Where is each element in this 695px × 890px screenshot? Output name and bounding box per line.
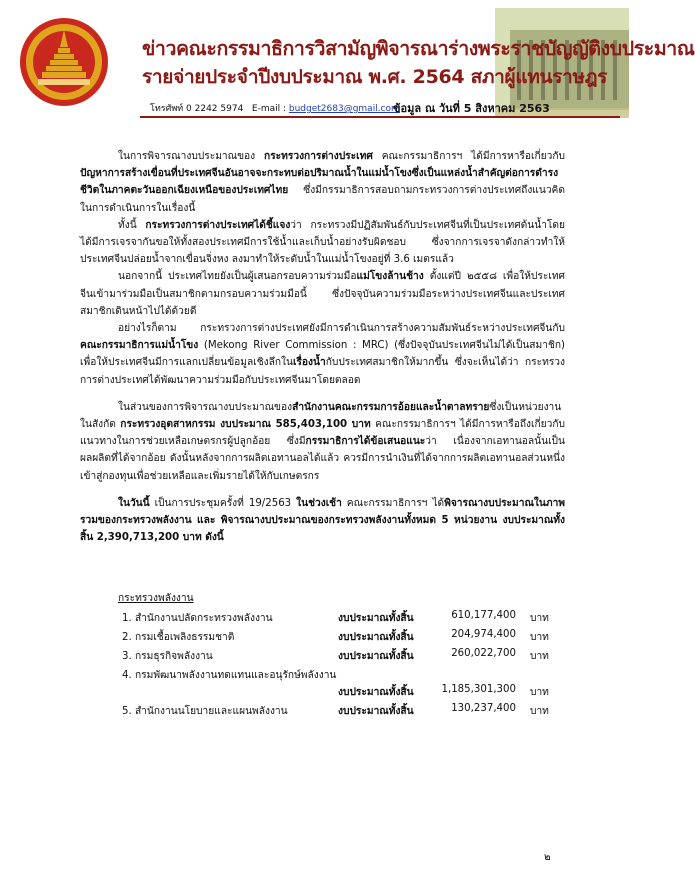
budget-list-heading: กระทรวงพลังงาน [118, 593, 194, 604]
budget-amount: 260,022,700 [451, 648, 516, 659]
contact-info [150, 101, 400, 115]
agency-name: 5. สำนักงานนโยบายและแผนพลังงาน [122, 706, 288, 717]
bold-text-run: กรรมาธิการได้ข้อเสนอแนะ [305, 436, 426, 448]
text-run: คณะกรรมาธิการฯ ได้ [341, 497, 445, 509]
news-header [0, 0, 695, 128]
budget-row [118, 648, 558, 667]
budget-label: งบประมาณทั้งสิ้น [338, 613, 414, 624]
text-run: ซึ่งเป็นหน่วยงานในสังกัด [80, 401, 562, 431]
email-link[interactable]: budget2683@gmail.com [288, 104, 400, 114]
budget-amount: 204,974,400 [451, 629, 516, 640]
bold-text-run: เรื่องน้ำ [292, 357, 326, 369]
text-run: ในส่วนของการพิจารณางบประมาณของ [118, 401, 293, 413]
bold-text-run: กระทรวงการต่างประเทศได้ชี้แจง [145, 219, 291, 231]
budget-label: งบประมาณทั้งสิ้น [338, 651, 414, 662]
bold-text-run: สำนักงานคณะกรรมการอ้อยและน้ำตาลทราย [292, 401, 490, 413]
bold-text-run: กระทรวงอุตสาหกรรม งบประมาณ 585,403,100 บาท [120, 419, 371, 431]
header-title-line2: รายจ่ายประจำปีงบประมาณ พ.ศ. 2564 สภาผู้แทนราษฎร [142, 66, 608, 88]
budget-amount: 1,185,301,300 [441, 684, 516, 695]
body-text [80, 148, 565, 546]
parliament-emblem-icon [18, 16, 110, 108]
text-run: เป็นการประชุมครั้งที่ 19/2563 [149, 497, 297, 509]
budget-row-amount-line [118, 684, 558, 703]
budget-row [118, 629, 558, 648]
agency-name: 4. กรมพัฒนาพลังงานทดแทนและอนุรักษ์พลังงาน [122, 670, 337, 681]
budget-amount: 130,237,400 [451, 703, 516, 714]
agency-name: 1. สำนักงานปลัดกระทรวงพลังงาน [122, 613, 273, 624]
header-title-line1: ข่าวคณะกรรมาธิการวิสามัญพิจารณาร่างพระราชบัญญัติงบประมาณ [142, 37, 695, 60]
budget-row-name-line [118, 667, 558, 684]
paragraph-sugar-board [80, 399, 565, 485]
text-run: นอกจากนี้ ประเทศไทยยังเป็นผู้เสนอกรอบความร่วมมือ [118, 271, 357, 283]
text-run: (Mekong River Commission : MRC) (ซึ่งปัจจุบันประเทศจีนไม่ได้เป็นสมาชิก) เพื่อให้ประเทศจีนมีการแลกเปลี่ยนข้อมูลเชิงลึกใน [80, 340, 565, 369]
paragraph-mekong-lancang [80, 268, 565, 320]
budget-unit: บาท [530, 651, 549, 662]
text-run: ทั้งนี้ [118, 219, 146, 231]
budget-unit: บาท [530, 706, 549, 717]
bold-text-run: พิจารณางบประมาณในภาพรวมของกระทรวงพลังงาน และ พิจารณางบประมาณของกระทรวงพลังงานทั้งหมด 5 หน่วยงาน งบประมาณทั้งสิ้น 2,390,713,200 บาท ดังนี้ [80, 497, 566, 544]
text-run: คณะกรรมาธิการฯ ได้มีการหารือเกี่ยวกับ [372, 151, 565, 162]
budget-label: งบประมาณทั้งสิ้น [338, 687, 414, 698]
text-run: ซึ่งมีกรรมาธิการสอบถามกระทรวงการต่างประเทศถึงแนวคิดในการดำเนินการในเรื่องนี้ [80, 185, 565, 214]
bold-text-run: ในช่วงเช้า [296, 497, 342, 509]
budget-row [118, 610, 558, 629]
budget-unit: บาท [530, 613, 549, 624]
email-label: E-mail : [251, 104, 287, 114]
paragraph-energy-ministry [80, 495, 565, 547]
text-run: คณะกรรมาธิการฯ ได้มีการหารือถึงเกี่ยวกับแนวทางในการช่วยเหลือเกษตรกรผู้ปลูกอ้อย ซึ่งมี [80, 419, 565, 448]
agency-name: 3. กรมธุรกิจพลังงาน [122, 651, 213, 662]
bold-text-run: กระทรวงการต่างประเทศ [264, 151, 373, 162]
budget-row [118, 703, 558, 722]
phone-number: โทรศัพท์ 0 2242 5974 [150, 104, 244, 114]
budget-label: งบประมาณทั้งสิ้น [338, 706, 414, 717]
text-run: ตั้งแต่ปี ๒๕๕๘ เพื่อให้ประเทศจีนเข้ามาร่วมมือเป็นสมาชิกตามกรอบความร่วมมือนี้ ซึ่งปัจจุบันความร่วมมือระหว่างประเทศจีนและประเทศสมาชิกเดินหน้าไปได้ด้วยดี [80, 271, 566, 317]
bold-text-run: คณะกรรมาธิการแม่น้ำโขง [80, 340, 199, 352]
text-run: ในการพิจารณางบประมาณของ [118, 151, 265, 162]
paragraph-mekong-commission [80, 320, 565, 389]
bold-text-run: ในวันนี้ [118, 497, 150, 509]
budget-unit: บาท [530, 687, 549, 698]
budget-unit: บาท [530, 632, 549, 643]
date-info: ข้อมูล ณ วันที่ 5 สิงหาคม 2563 [393, 102, 550, 115]
text-run: ว่า กระทรวงมีปฏิสัมพันธ์กับประเทศจีนที่เป็นประเทศต้นน้ำโดยได้มีการเจรจากันขอให้ทั้งสองประเทศมีการใช้น้ำและเก็บน้ำอย่างรับผิดชอบ ซึ่งจากการเจรจาดังกล่าวทำให้ประเทศจีนปล่อยน้ำจากเขื่อนจิ่งหง ลงมาทำให้ระดับน้ำในแม่น้ำโขงอยู่ที่ 3.6 เมตรแล้ว [80, 219, 565, 266]
budget-list [118, 590, 558, 722]
header-divider [140, 116, 620, 118]
budget-amount: 610,177,400 [451, 610, 516, 621]
bold-text-run: ปัญหาการสร้างเขื่อนที่ประเทศจีนอันอาจจะกระทบต่อปริมาณน้ำในแม่น้ำโขงซึ่งเป็นแหล่งน้ำสำคัญต่อการดำรงชีวิตในภาคตะวันออกเฉียงเหนือของประเทศไทย [80, 168, 559, 197]
text-run: ว่า เนื่องจากเอทานอลนั้นเป็นผลผลิตที่ได้จากอ้อย ดังนั้นหลังจากการผลิตเอทานอลได้แล้ว ควรมีการนำเงินที่ได้จากการผลิตเอทานอลส่วนหนึ่งเข้าสู่กองทุนเพื่อช่วยเหลือและเพิ่มรายได้ให้กับเกษตรกร [80, 436, 565, 482]
paragraph-foreign-affairs [80, 148, 565, 217]
agency-name: 2. กรมเชื้อเพลิงธรรมชาติ [122, 632, 235, 643]
text-run: อย่างไรก็ตาม กระทรวงการต่างประเทศยังมีการดำเนินการสร้างความสัมพันธ์ระหว่างประเทศจีนกับ [118, 323, 565, 335]
paragraph-ministry-response [80, 217, 565, 269]
text-run: กับประเทศสมาชิกให้มากขึ้น ซึ่งจะเห็นได้ว่า กระทรวงการต่างประเทศได้พัฒนาความร่วมมือกับประเทศจีนมาโดยตลอด [80, 357, 565, 386]
page-number: ๒ [544, 852, 551, 863]
budget-label: งบประมาณทั้งสิ้น [338, 632, 414, 643]
bold-text-run: แม่โขงล้านช้าง [356, 271, 424, 283]
